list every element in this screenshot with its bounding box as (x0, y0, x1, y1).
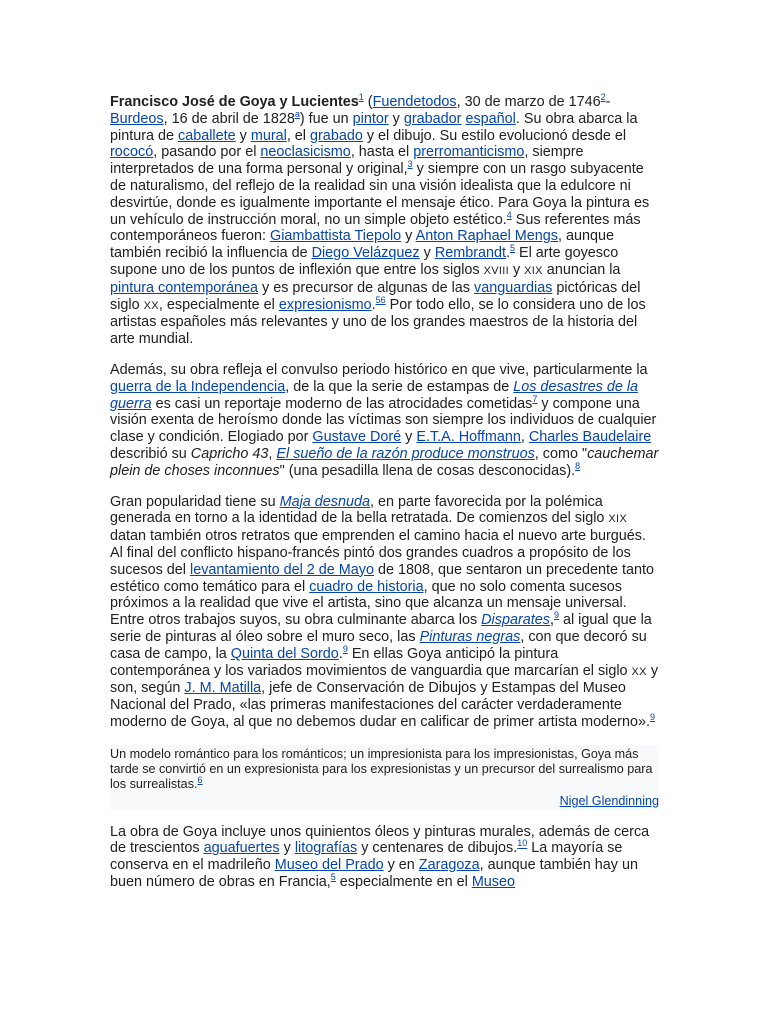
text-run: y son, según (110, 662, 659, 697)
quote-author (110, 792, 659, 810)
text-run: y (401, 429, 417, 446)
footnote-ref-link[interactable]: 9 (553, 610, 559, 621)
link-diego-velazquez[interactable]: Diego Velázquez (311, 245, 420, 262)
italic-text: Capricho 43 (190, 445, 269, 462)
text-run: , jefe de Conservación de Dibujos y Estampas del Museo Nacional del Prado, «las primeras manifestaciones del carácter verdaderamente moderno de Goya, al que no debemos dudar en calificar de primer artista moderno». (110, 680, 650, 730)
text-run: , (520, 429, 529, 446)
text-run: datan también otros retratos que emprenden el camino hacia el nuevo arte burgués. Al final del conflicto hispano-francés pintó dos grandes cuadros a propósito de los sucesos del (110, 528, 646, 578)
link-litografias[interactable]: litografías (294, 840, 358, 857)
footnote-ref (198, 775, 203, 785)
footnote-ref-link[interactable]: 9 (649, 712, 655, 723)
text-run: y (419, 245, 435, 262)
footnote-ref-link[interactable]: 3 (407, 159, 413, 170)
text-run: Por todo ello, se lo considera uno de los artistas españoles más relevantes y uno de los grandes maestros de la historia del arte mundial. (110, 296, 646, 348)
link-e-t-a-hoffmann[interactable]: E.T.A. Hoffmann (416, 429, 521, 446)
footnote-ref (575, 461, 580, 471)
text-run: y (279, 840, 295, 857)
link-burdeos[interactable]: Burdeos (110, 110, 164, 127)
footnote-ref-link[interactable]: 8 (575, 460, 581, 471)
text-run: y centenares de dibujos. (357, 840, 518, 857)
text-run: . (338, 645, 343, 662)
text-run: es casi un reportaje moderno de las atrocidades cometidas (151, 395, 533, 412)
century-numeral: XIX (524, 264, 543, 277)
footnote-ref-link[interactable]: 6 (197, 774, 203, 785)
link-pinturas-negras[interactable]: Pinturas negras (419, 628, 521, 645)
text-run: , de la que la serie de estampas de (285, 378, 514, 395)
text-run: , hasta el (350, 144, 414, 161)
text-run: Gran popularidad tiene su (110, 493, 280, 510)
footnote-ref-link[interactable]: a (294, 109, 300, 119)
text-run: - (605, 94, 611, 110)
text-run: , aunque también recibió la influencia de (110, 228, 615, 262)
text-run: , el (286, 127, 311, 144)
text-run: y siempre con un rasgo subyacente de naturalismo, del reflejo de la realidad sin una visión idealista que la edulcore ni desvirtúe, donde es igualmente importante el mensaje ético. Para Goya la pintura es un vehículo de instrucción moral, no un simple objeto estético. (110, 161, 650, 228)
text-run: y en (383, 857, 419, 874)
century-numeral: XIX (608, 513, 628, 526)
link-guerra-de-la-independencia[interactable]: guerra de la Independencia (110, 378, 286, 395)
text-run: , como " (534, 445, 588, 462)
link-disparates[interactable]: Disparates (481, 612, 550, 629)
text-run: especialmente en el (335, 874, 472, 891)
footnote-ref-link[interactable]: 5 (510, 243, 516, 254)
text-run: de 1808, que sentaron un precedente tanto estético como temático para el (110, 561, 655, 595)
text-run: , 30 de marzo de 1746 (456, 94, 601, 110)
link-aguafuertes[interactable]: aguafuertes (203, 840, 280, 857)
footnote-ref (517, 839, 527, 849)
text-run: En ellas Goya anticipó la pintura contemporánea y los variados movimientos de vanguardia que marcarían el siglo (110, 645, 632, 679)
text-run: pictóricas del siglo (110, 279, 641, 313)
text-run: El arte goyesco supone uno de los puntos de inflexión que entre los siglos (110, 245, 619, 278)
link-los-desastres-de-la-guerra[interactable]: Los desastres de la guerra (110, 378, 639, 412)
footnote-ref (650, 712, 655, 722)
link-pintura-contemporanea[interactable]: pintura contemporánea (110, 279, 259, 296)
link-pintor[interactable]: pintor (352, 110, 389, 127)
footnote-ref (376, 295, 386, 305)
text-run: , con que decoró su casa de campo, la (110, 628, 647, 662)
text-run: y el dibujo. Su estilo evolucionó desde el (362, 127, 627, 144)
quote-author-link[interactable]: Nigel Glendinning (559, 793, 659, 808)
footnote-ref-link[interactable]: 10 (517, 838, 528, 849)
text-run: y (401, 228, 416, 245)
blockquote (110, 745, 659, 810)
link-levantamiento-del-2-de-mayo[interactable]: levantamiento del 2 de Mayo (190, 561, 374, 578)
link-maja-desnuda[interactable]: Maja desnuda (279, 493, 371, 510)
link-anton-raphael-mengs[interactable]: Anton Raphael Mengs (415, 228, 558, 245)
text-run: , aunque también hay un buen número de obras en Francia, (110, 857, 639, 891)
quote-text (110, 747, 659, 792)
link-caballete[interactable]: caballete (178, 127, 236, 144)
paragraph-historical-context (110, 362, 659, 480)
text-run: , pasando por el (153, 144, 261, 161)
link-mural[interactable]: mural (250, 127, 287, 144)
link-fuendetodos[interactable]: Fuendetodos (372, 94, 457, 110)
link-charles-baudelaire[interactable]: Charles Baudelaire (528, 429, 652, 446)
text-run: describió su (110, 445, 191, 462)
footnote-ref-link[interactable]: 4 (506, 209, 512, 220)
link-prerromanticismo[interactable]: prerromanticismo (413, 144, 525, 161)
footnote-ref-link[interactable]: 1 (358, 92, 364, 103)
paragraph-popularity (110, 494, 659, 731)
link-espanol[interactable]: español (465, 110, 516, 127)
text-run: y compone una visión exenta de heroísmo donde las víctimas son siempre los individuos de cualquier clase y condición. Elogiado por (110, 395, 657, 446)
paragraph-works (110, 824, 659, 891)
link-museo-del-prado[interactable]: Museo del Prado (274, 857, 384, 874)
paragraph-intro (110, 94, 659, 348)
italic-text: cauchemar plein de choses inconnues (110, 445, 659, 479)
text-run: . Su obra abarca la pintura de (110, 110, 638, 144)
link-rembrandt[interactable]: Rembrandt (434, 245, 506, 262)
text-run: Además, su obra refleja el convulso periodo histórico en que vive, particularmente la (110, 361, 648, 378)
text-run: ( (363, 94, 373, 110)
text-run: , especialmente el (158, 296, 279, 313)
text-run: " (una pesadilla llena de cosas desconocidas). (279, 462, 576, 479)
footnote-ref-link[interactable]: 7 (532, 393, 538, 404)
article-body (110, 94, 659, 905)
text-run: ) fue un (299, 110, 353, 127)
text-run: . (506, 245, 510, 262)
footnote-ref-link[interactable]: 9 (342, 643, 348, 654)
link-quinta-del-sordo[interactable]: Quinta del Sordo (230, 645, 339, 662)
text-run: , (268, 445, 277, 462)
text-run: al igual que la serie de pinturas al óleo sobre el muro seco, las (110, 612, 652, 645)
text-run: , 16 de abril de 1828 (163, 110, 295, 127)
text-run: La mayoría se conserva en el madrileño (110, 840, 623, 874)
text-run: , (549, 612, 554, 629)
text-run: , siempre interpretados de una forma personal y original, (110, 144, 584, 178)
bold-title: Francisco José de Goya y Lucientes (110, 94, 359, 110)
text-run: y (235, 127, 251, 144)
text-run: y (388, 110, 404, 127)
century-numeral: XVIII (483, 264, 509, 277)
text-run: , que no solo comenta sucesos próximos a la realidad que vive el artista, sino que alcanza un mensaje universal. Entre otros trabajos suyos, su obra culminante abarca los (110, 578, 627, 629)
link-museo[interactable]: Museo (471, 874, 516, 891)
text-run: y es precursor de algunas de las (258, 279, 474, 296)
link-j-m-matilla[interactable]: J. M. Matilla (184, 680, 262, 697)
text-run: La obra de Goya incluye unos quinientos óleos y pinturas murales, además de cerca de trescientos (110, 823, 650, 857)
text-run: Un modelo romántico para los románticos; un impresionista para los impresionistas, Goya más tarde se convirtió en un expresionista para los expresionistas y un precursor del surrealismo para los surrealistas. (110, 746, 653, 791)
link-grabado[interactable]: grabado (310, 127, 363, 144)
footnote-ref-link[interactable]: 5 (330, 872, 336, 883)
century-numeral: XX (631, 665, 647, 678)
link-expresionismo[interactable]: expresionismo (278, 296, 372, 313)
link-cuadro-de-historia[interactable]: cuadro de historia (309, 578, 424, 595)
text-run: . (371, 296, 376, 313)
footnote-ref-link[interactable]: 2 (600, 92, 606, 103)
link-rococo[interactable]: rococó (110, 144, 154, 161)
footnote-ref-link[interactable]: 56 (375, 294, 386, 305)
text-run: anuncian la (542, 261, 621, 278)
link-el-sueno-de-la-razon-produce-monstruos[interactable]: El sueño de la razón produce monstruos (276, 445, 535, 462)
text-run: Sus referentes más contemporáneos fueron: (110, 211, 641, 245)
text-run: , en parte favorecida por la polémica generada en torno a la identidad de la bella retratada. De comienzos del siglo (110, 493, 609, 527)
link-gustave-dore[interactable]: Gustave Doré (312, 429, 402, 446)
text-run: y (508, 261, 525, 278)
link-giambattista-tiepolo[interactable]: Giambattista Tiepolo (270, 228, 402, 245)
link-vanguardias[interactable]: vanguardias (474, 279, 553, 296)
link-grabador[interactable]: grabador (403, 110, 462, 127)
century-numeral: XX (143, 299, 159, 312)
link-zaragoza[interactable]: Zaragoza (418, 857, 480, 874)
link-neoclasicismo[interactable]: neoclasicismo (260, 144, 351, 161)
